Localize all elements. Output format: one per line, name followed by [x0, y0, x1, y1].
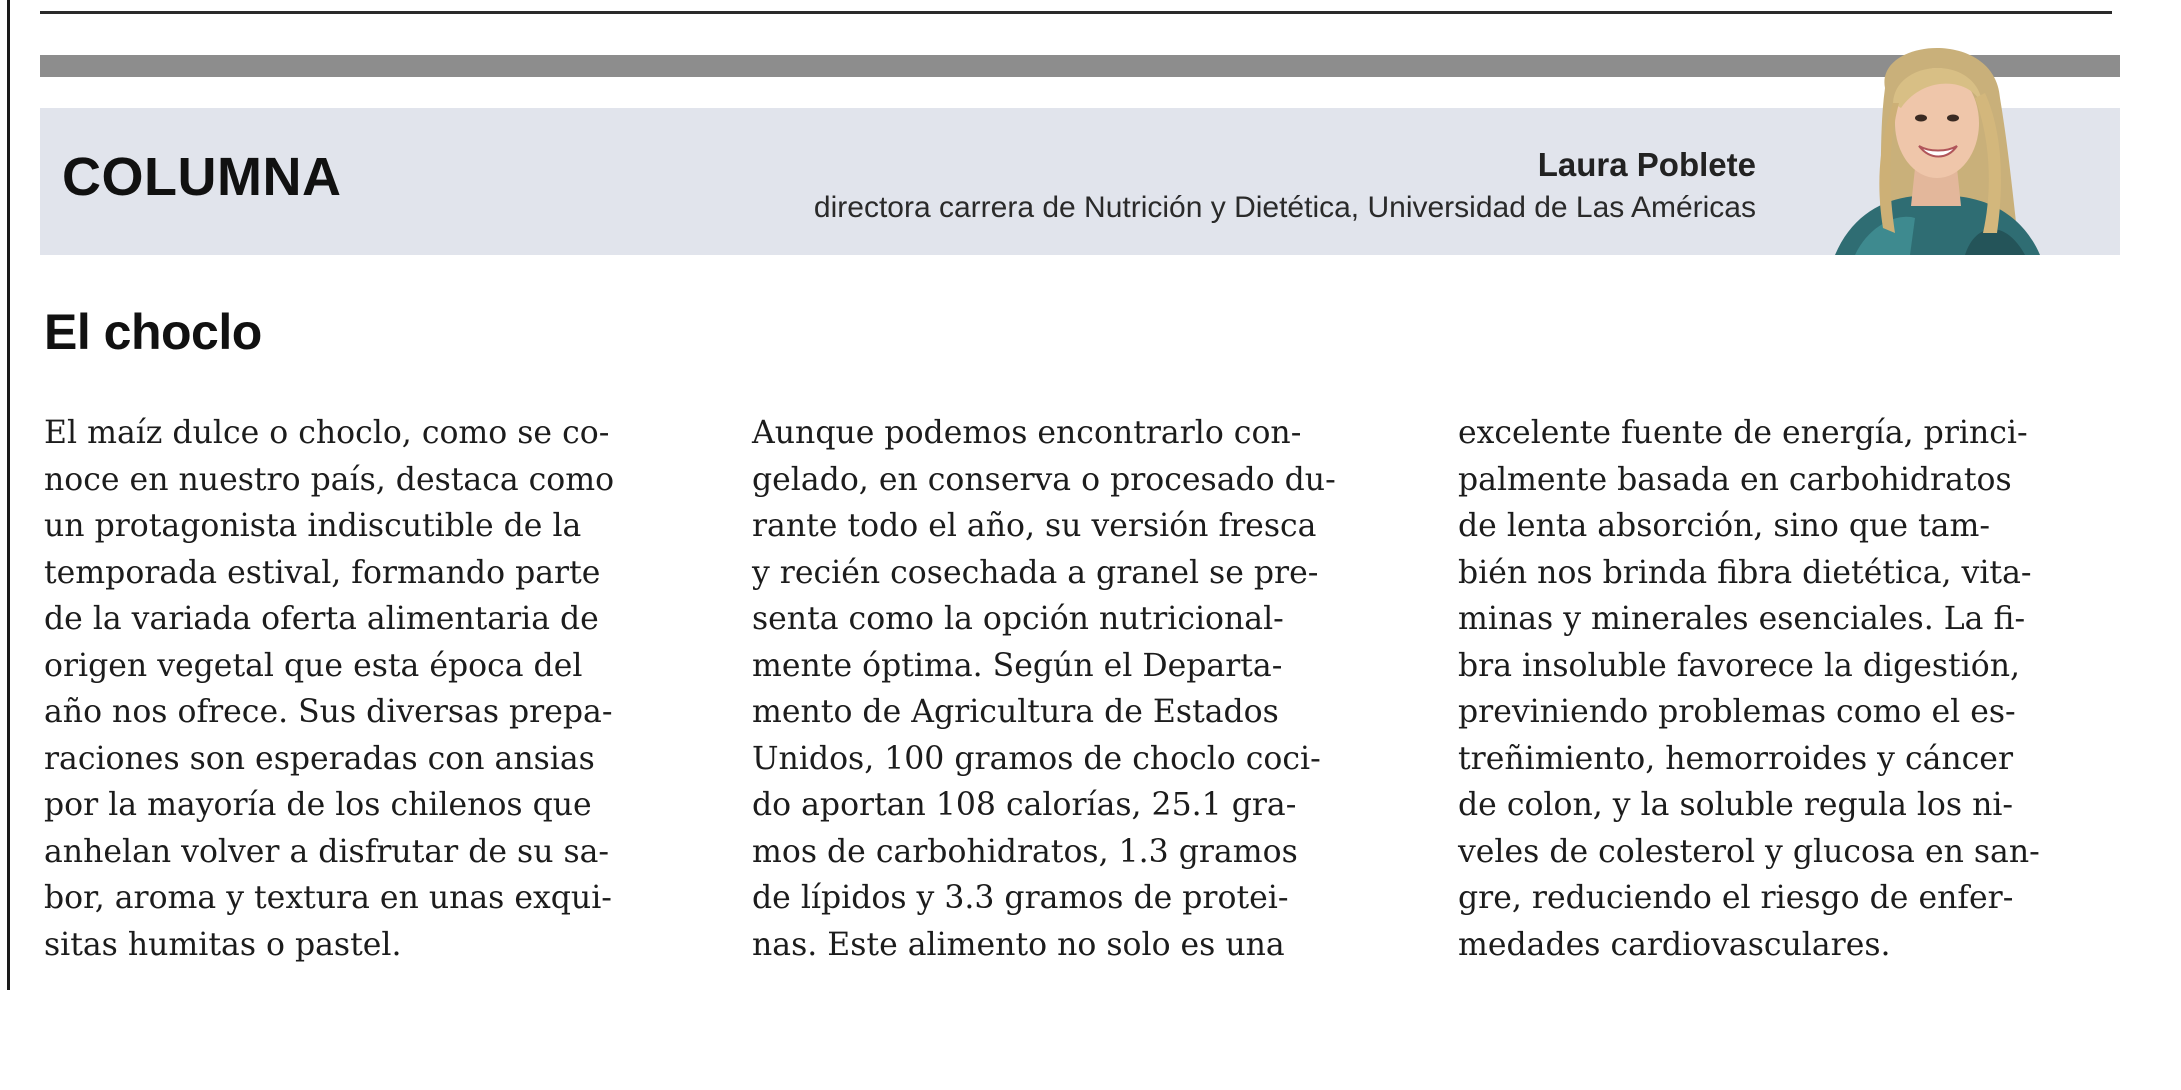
text-line: rante todo el año, su versión fresca — [752, 508, 1317, 544]
text-line: bor, aroma y textura en unas exqui- — [44, 880, 612, 916]
text-line: mente óptima. Según el Departa- — [752, 647, 1283, 684]
text-line: bra insoluble favorece la digestión, — [1458, 647, 2021, 684]
text-line: de lípidos y 3.3 gramos de protei- — [752, 880, 1289, 916]
column-header-band — [40, 108, 2120, 255]
text-line: minas y minerales esenciales. La fi- — [1458, 601, 2026, 637]
text-line: origen vegetal que esta época del — [44, 647, 583, 684]
text-line: de lenta absorción, sino que tam- — [1458, 508, 1990, 544]
section-label: COLUMNA — [62, 147, 342, 207]
text-line: nas. Este alimento no solo es una — [752, 926, 1285, 963]
text-line: sitas humitas o pastel. — [44, 926, 402, 963]
text-line: excelente fuente de energía, princi- — [1458, 415, 2028, 451]
text-line: El maíz dulce o choclo, como se co- — [44, 415, 610, 451]
text-line: palmente basada en carbohidratos — [1458, 461, 2012, 498]
text-line: temporada estival, formando parte — [44, 554, 601, 591]
text-line: año nos ofrece. Sus diversas prepa- — [44, 694, 613, 730]
article-column-1 — [44, 410, 614, 968]
text-line: do aportan 108 calorías, 25.1 gra- — [752, 787, 1297, 823]
text-line: veles de colesterol y glucosa en san- — [1458, 833, 2040, 870]
author-portrait — [1815, 18, 2055, 255]
text-line: gelado, en conserva o procesado du- — [752, 461, 1336, 498]
article-column-2 — [752, 410, 1336, 968]
text-line: anhelan volver a disfrutar de su sa- — [44, 833, 610, 870]
text-line: gre, reduciendo el riesgo de enfer- — [1458, 880, 2014, 916]
page-left-rule — [7, 0, 10, 990]
text-line: treñimiento, hemorroides y cáncer — [1458, 740, 2014, 777]
text-line: por la mayoría de los chilenos que — [44, 787, 592, 823]
text-line: Aunque podemos encontrarlo con- — [752, 415, 1302, 451]
header-gray-bar — [40, 55, 2120, 77]
text-line: mento de Agricultura de Estados — [752, 694, 1279, 730]
text-line: senta como la opción nutricional- — [752, 601, 1284, 637]
text-line: mos de carbohidratos, 1.3 gramos — [752, 833, 1298, 870]
article-column-3 — [1458, 410, 2040, 968]
top-rule — [40, 11, 2112, 14]
article-title: El choclo — [44, 304, 262, 360]
text-line: un protagonista indiscutible de la — [44, 508, 582, 544]
text-line: medades cardiovasculares. — [1458, 926, 1891, 963]
text-line: de colon, y la soluble regula los ni- — [1458, 787, 2014, 823]
author-name: Laura Poblete — [1537, 146, 1756, 183]
author-role: directora carrera de Nutrición y Dietética, Universidad de Las Américas — [813, 191, 1756, 224]
text-line: previniendo problemas como el es- — [1458, 694, 2016, 730]
text-line: Unidos, 100 gramos de choclo coci- — [752, 740, 1321, 777]
text-line: raciones son esperadas con ansias — [44, 740, 595, 777]
text-line: noce en nuestro país, destaca como — [44, 461, 615, 498]
text-line: bién nos brinda fibra dietética, vita- — [1458, 554, 2032, 591]
text-line: y recién cosechada a granel se pre- — [752, 554, 1319, 591]
text-line: de la variada oferta alimentaria de — [44, 601, 599, 637]
